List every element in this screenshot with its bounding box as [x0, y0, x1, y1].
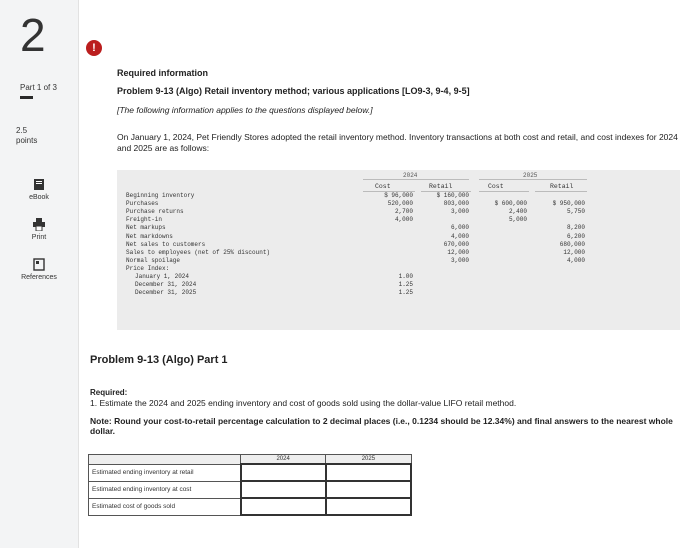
- references-icon: [33, 258, 45, 271]
- data-cell-r2024: 803,000: [443, 200, 469, 208]
- answer-row-label: Estimated cost of goods sold: [89, 498, 241, 515]
- data-cell-r2024: 3,000: [450, 208, 469, 216]
- required-heading: Required:: [90, 388, 128, 397]
- year-header-2025: 2025: [523, 172, 538, 179]
- data-row-label: December 31, 2025: [135, 289, 197, 297]
- points-value: 2.5: [16, 126, 28, 135]
- question-sidebar: [0, 0, 79, 548]
- part-title: Problem 9-13 (Algo) Part 1: [90, 354, 228, 366]
- year-underline-2025: [479, 179, 587, 180]
- col-header-retail-2024: Retail: [429, 183, 453, 190]
- cogs-2024-input[interactable]: [241, 498, 326, 515]
- year-underline-2024: [363, 179, 469, 180]
- answer-row: [89, 464, 412, 481]
- data-cell-c2024: 1.00: [398, 273, 413, 280]
- answer-table: [88, 454, 412, 516]
- cogs-2025-input[interactable]: [326, 498, 411, 515]
- data-row-label: Beginning inventory: [126, 192, 195, 199]
- answer-row: [89, 498, 412, 515]
- data-cell-c2025: $ 600,000: [494, 200, 527, 208]
- answer-row-label: Estimated ending inventory at retail: [89, 464, 241, 481]
- data-cell-r2024: 4,000: [450, 232, 469, 240]
- answer-row-label: Estimated ending inventory at cost: [89, 481, 241, 498]
- part-progress-bar: [20, 96, 33, 99]
- data-cell-r2025: 12,000: [563, 248, 585, 256]
- part-indicator: Part 1 of 3: [20, 83, 57, 92]
- year-header-2024: 2024: [403, 172, 418, 179]
- print-icon: [33, 218, 45, 231]
- ending-inventory-retail-2024-input[interactable]: [241, 464, 326, 481]
- intro-text: On January 1, 2024, Pet Friendly Stores adopted the retail inventory method. Inventory transactions at both cost and retail, and cost indexes for 2024 and 2025 are as follows:: [117, 132, 678, 153]
- print-label: Print: [31, 234, 47, 241]
- points-label: points: [16, 136, 38, 145]
- ending-inventory-retail-2025-input[interactable]: [326, 464, 411, 481]
- col-underline-4: [535, 191, 587, 192]
- col-header-cost-2024: Cost: [375, 183, 391, 190]
- answer-header-blank: [89, 455, 241, 465]
- data-row-label: Purchase returns: [126, 208, 184, 216]
- answer-header-row: [89, 455, 412, 465]
- required-text: 1. Estimate the 2024 and 2025 ending inventory and cost of goods sold using the dollar-value LIFO retail method.: [90, 398, 517, 408]
- data-cell-c2024: 520,000: [387, 200, 413, 208]
- data-cell-r2025: 680,000: [559, 240, 585, 248]
- data-cell-c2024: 4,000: [394, 216, 413, 224]
- data-cell-c2024: 2,700: [394, 208, 413, 216]
- data-row-label: Purchases: [126, 200, 159, 208]
- data-row-label: January 1, 2024: [135, 273, 190, 280]
- points-block: [16, 126, 37, 146]
- data-cell-r2024: 3,000: [450, 256, 469, 264]
- data-cell-r2024: $ 160,000: [436, 192, 469, 199]
- data-cell-r2025: $ 950,000: [552, 200, 585, 208]
- inventory-data-table: [117, 170, 680, 330]
- applies-note: [The following information applies to the questions displayed below.]: [117, 105, 373, 115]
- data-row-label: Freight-in: [126, 216, 163, 224]
- data-cell-r2025: 8,200: [566, 224, 585, 232]
- ebook-label: eBook: [29, 194, 49, 201]
- ending-inventory-cost-2024-input[interactable]: [241, 481, 326, 498]
- data-row-label: Sales to employees (net of 25% discount): [126, 248, 271, 256]
- data-row-label: Net markups: [126, 224, 166, 232]
- question-number: 2: [20, 9, 46, 61]
- data-cell-r2024: 6,000: [450, 224, 469, 232]
- print-button[interactable]: [0, 218, 78, 241]
- data-cell-r2024: 670,000: [443, 240, 469, 248]
- rounding-note: Note: Round your cost-to-retail percentage calculation to 2 decimal places (i.e., 0.1234 should be 12.34%) and final answers to the nearest whole dollar.: [90, 416, 673, 436]
- answer-row: [89, 481, 412, 498]
- data-cell-r2024: 12,000: [447, 248, 469, 256]
- required-information-heading: Required information: [117, 68, 209, 78]
- data-row-label: Normal spoilage: [126, 256, 181, 264]
- data-row-label: Net sales to customers: [126, 240, 206, 248]
- answer-header-2024: 2024: [241, 455, 326, 465]
- data-cell-c2025: 5,000: [508, 216, 527, 224]
- data-row-label: Price Index:: [126, 264, 170, 272]
- data-cell-r2025: 4,000: [566, 256, 585, 264]
- data-row-label: Net markdowns: [126, 232, 173, 240]
- data-cell-r2025: 6,200: [566, 232, 585, 240]
- data-cell-c2024: 1.25: [398, 281, 413, 289]
- problem-title: Problem 9-13 (Algo) Retail inventory method; various applications [LO9-3, 9-4, 9-5]: [117, 86, 470, 96]
- col-header-cost-2025: Cost: [488, 183, 504, 190]
- ebook-button[interactable]: [0, 178, 78, 201]
- data-cell-r2025: 5,750: [566, 208, 585, 216]
- data-cell-c2025: 2,400: [508, 208, 527, 216]
- references-button[interactable]: [0, 258, 78, 281]
- ending-inventory-cost-2025-input[interactable]: [326, 481, 411, 498]
- references-label: References: [21, 274, 57, 281]
- col-underline-3: [479, 191, 529, 192]
- data-cell-c2024: $ 96,000: [384, 192, 413, 199]
- book-icon: [33, 178, 45, 191]
- alert-icon: !: [86, 40, 102, 56]
- data-row-label: December 31, 2024: [135, 281, 197, 289]
- col-header-retail-2025: Retail: [550, 183, 574, 190]
- data-cell-c2024: 1.25: [398, 289, 413, 297]
- answer-header-2025: 2025: [326, 455, 411, 465]
